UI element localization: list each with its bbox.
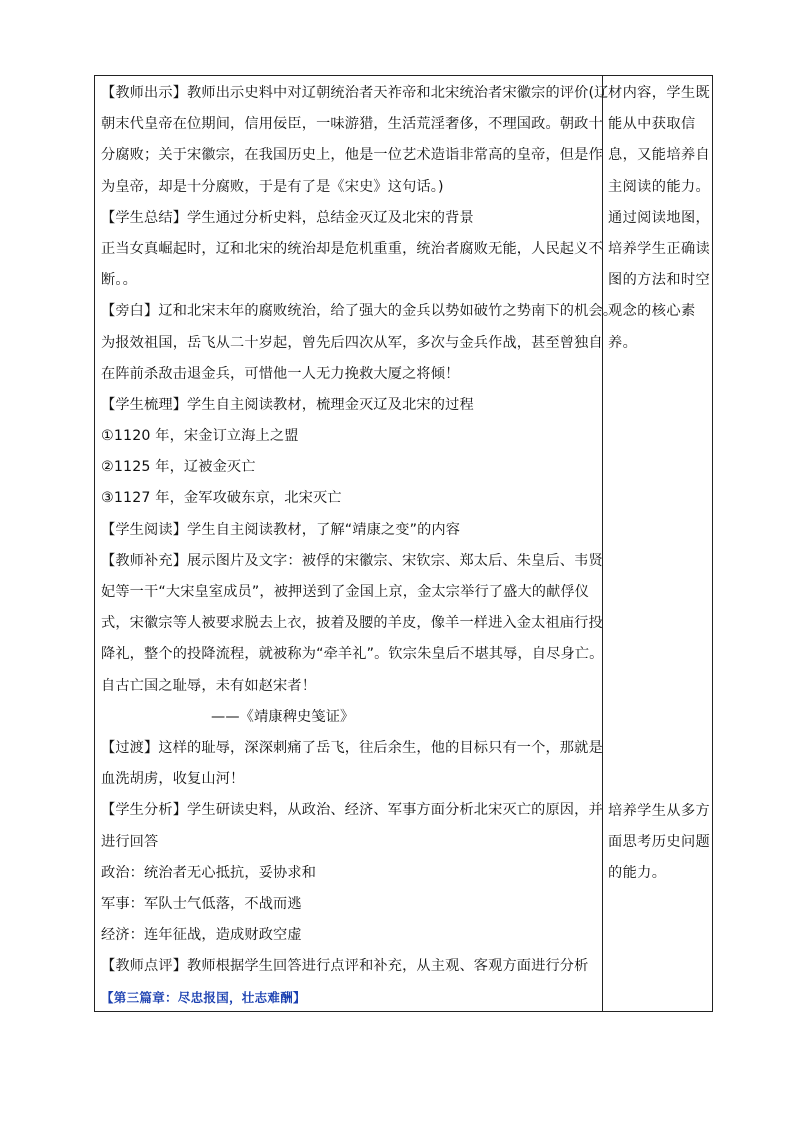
text-line: 为报效祖国，岳飞从二十岁起，曾先后四次从军，多次与金兵作战，甚至曾独自 [101,334,603,351]
intent-line: 能从中获取信 [608,116,696,133]
intent-line: 材内容，学生既 [608,85,711,101]
chapter-heading: 【第三篇章：尽忠报国，壮志难酬】 [101,990,306,1006]
text-line: 降礼，整个的投降流程，就被称为“牵羊礼”。钦宗朱皇后不堪其辱，自尽身亡。 [101,646,604,663]
text-line: 军事：军队士气低落，不战而逃 [101,895,302,912]
text-line: 【教师点评】教师根据学生回答进行点评和补充，从主观、客观方面进行分析 [101,958,589,975]
text-line: 【过渡】这样的耻辱，深深刺痛了岳飞，往后余生，他的目标只有一个，那就是 [101,739,603,756]
text-line: 妃等一干“大宋皇室成员”，被押送到了金国上京，金太宗举行了盛大的献俘仪 [101,584,590,600]
design-intent-group-2 [608,796,711,890]
text-line: 朝末代皇帝在位期间，信用佞臣，一味游猎，生活荒淫奢侈，不理国政。朝政十 [101,116,603,133]
text-line: 【旁白】辽和北宋末年的腐败统治，给了强大的金兵以势如破竹之势南下的机会。 [101,303,618,320]
text-line: 进行回答 [101,833,159,850]
column-divider [602,76,603,1011]
text-line: 分腐败；关于宋徽宗，在我国历史上，他是一位艺术造诣非常高的皇帝，但是作 [101,147,603,164]
intent-line: 培养学生从多方 [608,803,711,819]
text-line: 【学生阅读】学生自主阅读教材，了解“靖康之变”的内容 [101,521,461,538]
text-line: 【学生总结】学生通过分析史料，总结金灭辽及北宋的背景 [101,209,474,226]
text-line: 【教师出示】教师出示史料中对辽朝统治者天祚帝和北宋统治者宋徽宗的评价(辽 [101,85,609,101]
list-item: ①1120 年，宋金订立海上之盟 [101,428,299,445]
text-line: 政治：统治者无心抵抗，妥协求和 [101,864,317,881]
intent-line: 观念的核心素 [608,303,696,320]
text-line: 【教师补充】展示图片及文字：被俘的宋徽宗、宋钦宗、郑太后、朱皇后、韦贤 [101,552,603,569]
intent-line: 图的方法和时空 [608,272,711,289]
teaching-process-column [101,78,618,1014]
citation: ——《靖康稗史笺证》 [211,708,355,725]
text-line: 式，宋徽宗等人被要求脱去上衣，披着及腰的羊皮，像羊一样进入金太祖庙行投 [101,615,603,632]
intent-line: 的能力。 [608,865,667,882]
intent-line: 养。 [608,334,638,351]
list-item: ②1125 年，辽被金灭亡 [101,459,256,476]
text-line: 在阵前杀敌击退金兵，可惜他一人无力挽救大厦之将倾！ [101,365,460,382]
intent-line: 通过阅读地图， [608,209,711,226]
text-line: 血洗胡虏，收复山河！ [101,771,245,788]
text-line: 经济：连年征战，造成财政空虚 [101,927,302,944]
text-line: 【学生梳理】学生自主阅读教材，梳理金灭辽及北宋的过程 [101,396,474,413]
text-line: 断。。 [101,272,137,289]
intent-line: 主阅读的能力。 [608,178,711,195]
list-item: ③1127 年，金军攻破东京，北宋灭亡 [101,490,342,507]
lesson-table [94,75,713,1012]
text-line: 自古亡国之耻辱，未有如赵宋者！ [101,677,317,694]
text-line: 正当女真崛起时，辽和北宋的统治却是危机重重，统治者腐败无能，人民起义不 [101,240,603,257]
intent-line: 培养学生正确读 [608,240,711,257]
design-intent-group-1 [608,78,711,359]
intent-line: 息，又能培养自 [608,147,711,164]
text-line: 为皇帝，却是十分腐败，于是有了是《宋史》这句话。) [101,178,444,195]
intent-line: 面思考历史问题 [608,834,711,851]
text-line: 【学生分析】学生研读史料，从政治、经济、军事方面分析北宋灭亡的原因，并 [101,802,603,819]
